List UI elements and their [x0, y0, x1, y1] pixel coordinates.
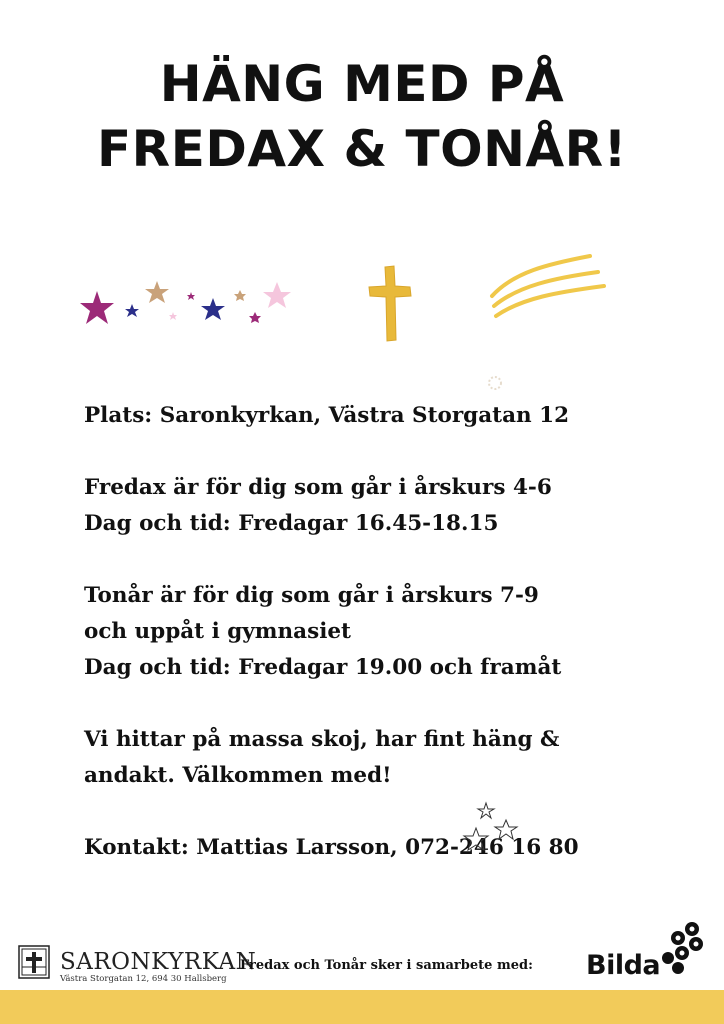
faint-sparkle-icon — [486, 374, 504, 392]
tonar-audience: Tonår är för dig som går i årskurs 7-9 — [84, 583, 539, 608]
cross-icon — [366, 264, 414, 344]
plats-text: Plats: Saronkyrkan, Västra Storgatan 12 — [84, 403, 570, 428]
poster-title — [0, 52, 724, 182]
title-line-1: HÄNG MED PÅ — [159, 55, 565, 113]
church-logo-icon — [18, 945, 50, 979]
title-line-2: FREDAX & TONÅR! — [97, 120, 627, 178]
bottom-accent-bar — [0, 990, 724, 1024]
collaboration-text: Fredax och Tonår sker i samarbete med: — [240, 958, 533, 973]
fredax-time: Dag och tid: Fredagar 16.45-18.15 — [84, 511, 499, 536]
fredax-audience: Fredax är för dig som går i årskurs 4-6 — [84, 475, 552, 500]
stars-cluster-icon — [76, 276, 296, 331]
tonar-time: Dag och tid: Fredagar 19.00 och framåt — [84, 655, 562, 680]
wind-swoosh-icon — [486, 250, 611, 325]
contact-text: Kontakt: Mattias Larsson, 072-246 16 80 — [84, 835, 579, 860]
small-stars-icon — [456, 800, 526, 860]
tonar-audience-cont: och uppåt i gymnasiet — [84, 619, 351, 644]
church-name: SARONKYRKAN — [60, 949, 257, 975]
event-info — [84, 398, 694, 866]
welcome-text: andakt. Välkommen med! — [84, 763, 392, 788]
activities-text: Vi hittar på massa skoj, har fint häng & — [84, 727, 560, 752]
bilda-logo-text: Bilda — [586, 950, 661, 981]
bilda-logo-icon — [656, 920, 708, 976]
church-address: Västra Storgatan 12, 694 30 Hallsberg — [60, 974, 227, 984]
